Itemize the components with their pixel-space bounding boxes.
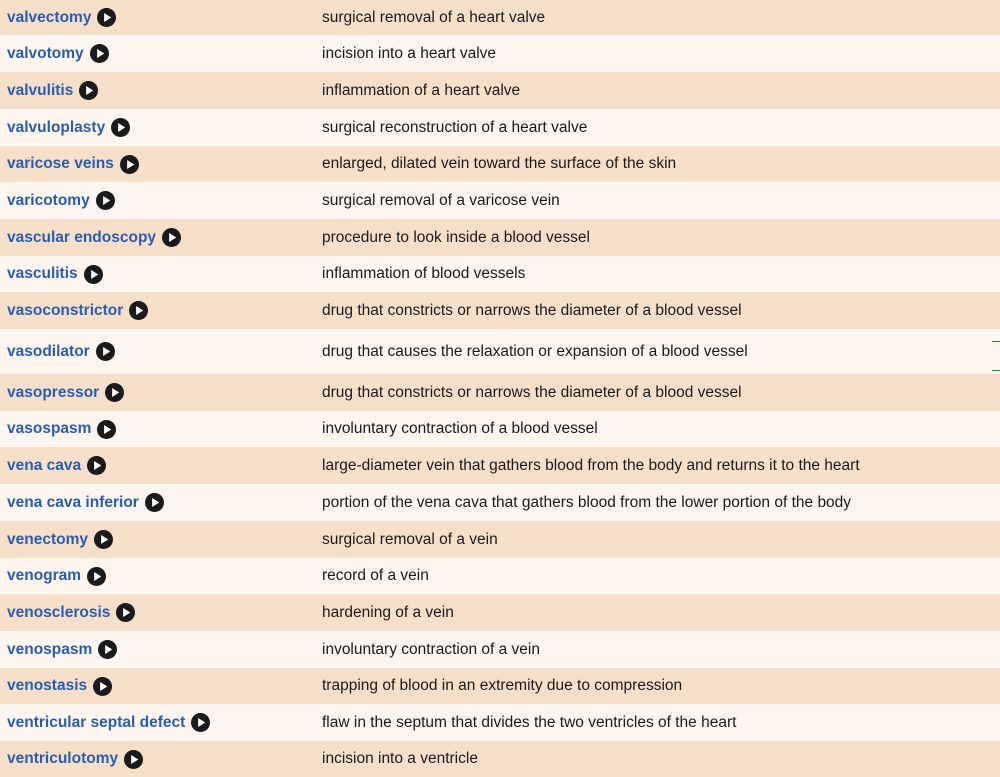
definition-text: surgical reconstruction of a heart valve — [322, 118, 588, 136]
edge-marker-bottom — [992, 370, 1000, 371]
definition-text: surgical removal of a heart valve — [322, 8, 546, 26]
table-row — [0, 668, 1000, 704]
definition-text: inflammation of a heart valve — [322, 81, 521, 99]
table-row — [0, 521, 1000, 558]
table-row — [0, 447, 1000, 484]
play-audio-icon[interactable] — [116, 603, 135, 622]
term-cell — [0, 530, 322, 549]
table-row — [0, 484, 1000, 521]
play-audio-icon[interactable] — [98, 640, 117, 659]
table-row — [0, 182, 1000, 219]
term-link[interactable]: valvulitis — [7, 81, 74, 99]
table-row — [0, 72, 1000, 109]
term-cell — [0, 750, 322, 769]
term-link[interactable]: venostasis — [7, 677, 88, 694]
definition-text: flaw in the septum that divides the two ventricles of the heart — [322, 713, 737, 731]
term-link[interactable]: vasopressor — [7, 383, 100, 401]
term-link[interactable]: valvuloplasty — [7, 118, 106, 136]
term-link[interactable]: vasculitis — [7, 265, 78, 282]
definition-text: involuntary contraction of a blood vessel — [322, 420, 598, 437]
play-audio-icon[interactable] — [93, 677, 112, 696]
definition-text: inflammation of blood vessels — [322, 265, 526, 282]
play-audio-icon[interactable] — [191, 713, 210, 732]
play-audio-icon[interactable] — [84, 265, 103, 284]
term-cell — [0, 44, 322, 63]
term-cell — [0, 713, 322, 732]
table-row — [0, 704, 1000, 741]
play-audio-icon[interactable] — [105, 383, 124, 402]
definition-text: drug that constricts or narrows the diameter of a blood vessel — [322, 383, 742, 401]
definition-text: surgical removal of a vein — [322, 530, 498, 548]
definition-text: drug that constricts or narrows the diameter of a blood vessel — [322, 301, 742, 319]
term-link[interactable]: venogram — [7, 567, 82, 584]
definition-text: large-diameter vein that gathers blood from the body and returns it to the heart — [322, 456, 860, 474]
table-row — [0, 374, 1000, 411]
term-link[interactable]: varicose veins — [7, 155, 114, 172]
table-row — [0, 329, 1000, 374]
play-audio-icon[interactable] — [79, 81, 98, 100]
definition-text: portion of the vena cava that gathers blood from the lower portion of the body — [322, 493, 852, 511]
term-link[interactable]: vasospasm — [7, 420, 92, 437]
play-audio-icon[interactable] — [124, 750, 143, 769]
table-row — [0, 292, 1000, 329]
definition-text: trapping of blood in an extremity due to compression — [322, 677, 683, 694]
term-link[interactable]: valvectomy — [7, 8, 92, 26]
term-link[interactable]: ventriculotomy — [7, 750, 119, 767]
definition-text: hardening of a vein — [322, 603, 454, 621]
play-audio-icon[interactable] — [87, 456, 106, 475]
play-audio-icon[interactable] — [97, 8, 116, 27]
term-link[interactable]: vasoconstrictor — [7, 301, 124, 319]
play-audio-icon[interactable] — [162, 228, 181, 247]
term-cell — [0, 567, 322, 586]
play-audio-icon[interactable] — [94, 530, 113, 549]
play-audio-icon[interactable] — [145, 493, 164, 512]
table-row — [0, 558, 1000, 594]
term-link[interactable]: valvotomy — [7, 44, 84, 62]
term-cell — [0, 81, 322, 100]
term-link[interactable]: ventricular septal defect — [7, 713, 186, 731]
term-link[interactable]: vasodilator — [7, 342, 90, 360]
term-cell — [0, 420, 322, 439]
play-audio-icon[interactable] — [97, 420, 116, 439]
definition-text: enlarged, dilated vein toward the surface of the skin — [322, 155, 677, 172]
term-link[interactable]: venosclerosis — [7, 603, 111, 621]
table-row — [0, 411, 1000, 447]
definition-text: drug that causes the relaxation or expansion of a blood vessel — [322, 342, 748, 360]
play-audio-icon[interactable] — [120, 155, 139, 174]
table-row — [0, 631, 1000, 668]
edge-marker-top — [992, 341, 1000, 342]
term-cell — [0, 118, 322, 137]
term-link[interactable]: varicotomy — [7, 191, 90, 209]
term-cell — [0, 383, 322, 402]
play-audio-icon[interactable] — [111, 118, 130, 137]
term-cell — [0, 191, 322, 210]
table-row — [0, 35, 1000, 72]
play-audio-icon[interactable] — [90, 44, 109, 63]
term-link[interactable]: vascular endoscopy — [7, 228, 157, 246]
play-audio-icon[interactable] — [129, 301, 148, 320]
table-row — [0, 146, 1000, 182]
term-cell — [0, 228, 322, 247]
term-cell — [0, 155, 322, 174]
play-audio-icon[interactable] — [96, 342, 115, 361]
play-audio-icon[interactable] — [87, 567, 106, 586]
play-audio-icon[interactable] — [96, 191, 115, 210]
table-row — [0, 256, 1000, 292]
definition-text: procedure to look inside a blood vessel — [322, 228, 590, 246]
term-cell — [0, 493, 322, 512]
term-link[interactable]: venectomy — [7, 530, 88, 548]
term-cell — [0, 677, 322, 696]
table-row — [0, 741, 1000, 777]
term-cell — [0, 265, 322, 284]
term-cell — [0, 8, 322, 27]
table-row — [0, 109, 1000, 146]
table-row — [0, 594, 1000, 631]
table-row — [0, 0, 1000, 35]
term-cell — [0, 640, 322, 659]
definition-text: incision into a ventricle — [322, 750, 478, 767]
term-link[interactable]: vena cava — [7, 456, 82, 474]
term-cell — [0, 342, 322, 361]
term-link[interactable]: venospasm — [7, 640, 93, 658]
term-cell — [0, 603, 322, 622]
table-row — [0, 219, 1000, 256]
term-cell — [0, 456, 322, 475]
definition-text: record of a vein — [322, 567, 429, 584]
term-link[interactable]: vena cava inferior — [7, 493, 139, 511]
definition-text: incision into a heart valve — [322, 44, 497, 62]
definition-text: surgical removal of a varicose vein — [322, 191, 560, 209]
definition-text: involuntary contraction of a vein — [322, 640, 540, 658]
term-cell — [0, 301, 322, 320]
